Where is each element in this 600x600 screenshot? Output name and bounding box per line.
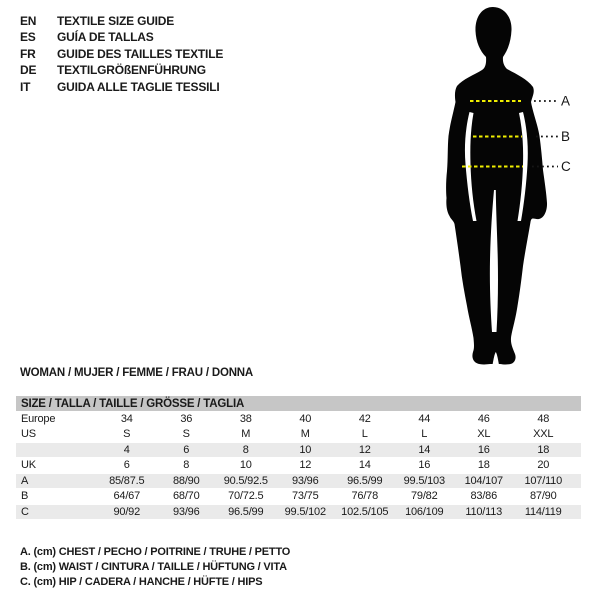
table-row [16,427,581,443]
size-value-cell: 85/87.5 [109,474,145,487]
marker-letter-a: A [561,93,571,109]
language-code: EN [20,14,37,28]
marker-letter-c: C [561,159,571,174]
size-value-cell: S [123,428,131,441]
size-value-cell: 90.5/92.5 [223,474,268,487]
table-row [16,504,581,520]
language-title: TEXTILE SIZE GUIDE [57,14,175,28]
language-code: ES [20,30,36,45]
row-label: A [21,474,29,487]
size-value-cell: M [241,428,251,441]
size-value-cell: 46 [477,412,490,425]
woman-silhouette-figure [410,0,600,380]
row-label: C [21,505,29,518]
size-value-cell: 4 [123,443,130,456]
size-value-cell: 38 [239,412,252,425]
size-value-cell: 87/90 [529,490,557,503]
marker-letter-b: B [561,129,571,144]
size-value-cell: 99.5/102 [284,505,326,518]
size-value-cell: 90/92 [113,505,141,518]
size-table [16,396,581,520]
size-value-cell: 96.5/99 [347,474,383,487]
size-value-cell: 93/96 [291,474,319,487]
size-value-cell: M [300,428,310,441]
size-value-cell: 44 [418,412,431,425]
size-value-cell: 102.5/105 [341,505,389,518]
size-value-cell: 20 [537,459,550,472]
size-value-cell: 16 [477,443,490,456]
size-value-cell: 42 [358,412,371,425]
language-title: GUIDA ALLE TAGLIE TESSILI [57,79,220,94]
size-value-cell: 93/96 [172,505,200,518]
size-value-cell: 79/82 [410,490,438,503]
size-value-cell: 73/75 [291,490,319,503]
size-value-cell: 8 [183,459,190,472]
legend-line: B. (cm) WAIST / CINTURA / TAILLE / HÜFTUNG / VITA [20,561,287,574]
size-value-cell: 10 [299,443,312,456]
size-value-cell: 96.5/99 [228,505,264,518]
size-value-cell: 14 [358,459,371,472]
size-value-cell: 12 [358,443,371,456]
legend-line: C. (cm) HIP / CADERA / HANCHE / HÜFTE / HIPS [20,576,263,589]
table-row [16,411,581,427]
size-value-cell: 114/119 [524,505,562,518]
language-title: GUÍA DE TALLAS [57,30,154,45]
language-code: DE [20,63,37,78]
size-value-cell: 8 [242,443,249,456]
size-value-cell: XL [477,428,491,441]
size-value-cell: 107/110 [524,474,563,487]
row-label: B [21,490,29,503]
table-row [16,473,581,489]
size-value-cell: 99.5/103 [403,474,445,487]
language-code: IT [20,79,31,94]
size-value-cell: 104/107 [464,474,503,487]
language-title-list [20,13,223,95]
size-value-cell: 64/67 [113,490,141,503]
size-value-cell: 18 [477,459,490,472]
size-value-cell: 110/113 [465,505,503,518]
size-value-cell: 36 [180,412,193,425]
size-value-cell: L [421,428,428,441]
size-value-cell: 70/72.5 [228,490,264,503]
size-value-cell: 12 [299,459,312,472]
size-value-cell: 48 [537,412,550,425]
language-code: FR [20,46,36,61]
size-value-cell: 16 [418,459,431,472]
table-row [16,458,581,474]
size-value-cell: 14 [418,443,431,456]
size-table-body [16,411,581,520]
gender-heading: WOMAN / MUJER / FEMME / FRAU / DONNA [20,367,254,379]
language-title: GUIDE DES TAILLES TEXTILE [57,46,224,61]
size-table-header: SIZE / TALLA / TAILLE / GRÖSSE / TAGLIA [16,396,581,411]
row-label: Europe [21,412,56,425]
size-value-cell: 68/70 [172,490,200,503]
size-value-cell: 6 [183,443,190,456]
size-value-cell: S [182,428,190,441]
size-value-cell: 10 [239,459,252,472]
table-row [16,442,581,458]
size-value-cell: L [361,428,368,441]
row-label: UK [21,459,36,472]
row-label: US [21,428,36,441]
size-value-cell: 18 [537,443,550,456]
size-value-cell: 83/86 [470,490,498,503]
size-value-cell: 88/90 [172,474,200,487]
size-value-cell: 34 [120,412,133,425]
legend-line: A. (cm) CHEST / PECHO / POITRINE / TRUHE / PETTO [20,546,291,558]
measurement-legend [20,545,290,591]
size-value-cell: XXL [533,428,554,441]
table-row [16,489,581,505]
size-value-cell: 106/109 [405,505,444,518]
size-value-cell: 40 [299,412,312,425]
size-value-cell: 76/78 [351,490,379,503]
size-value-cell: 6 [123,459,130,472]
language-title: TEXTILGRÖßENFÜHRUNG [57,63,206,78]
